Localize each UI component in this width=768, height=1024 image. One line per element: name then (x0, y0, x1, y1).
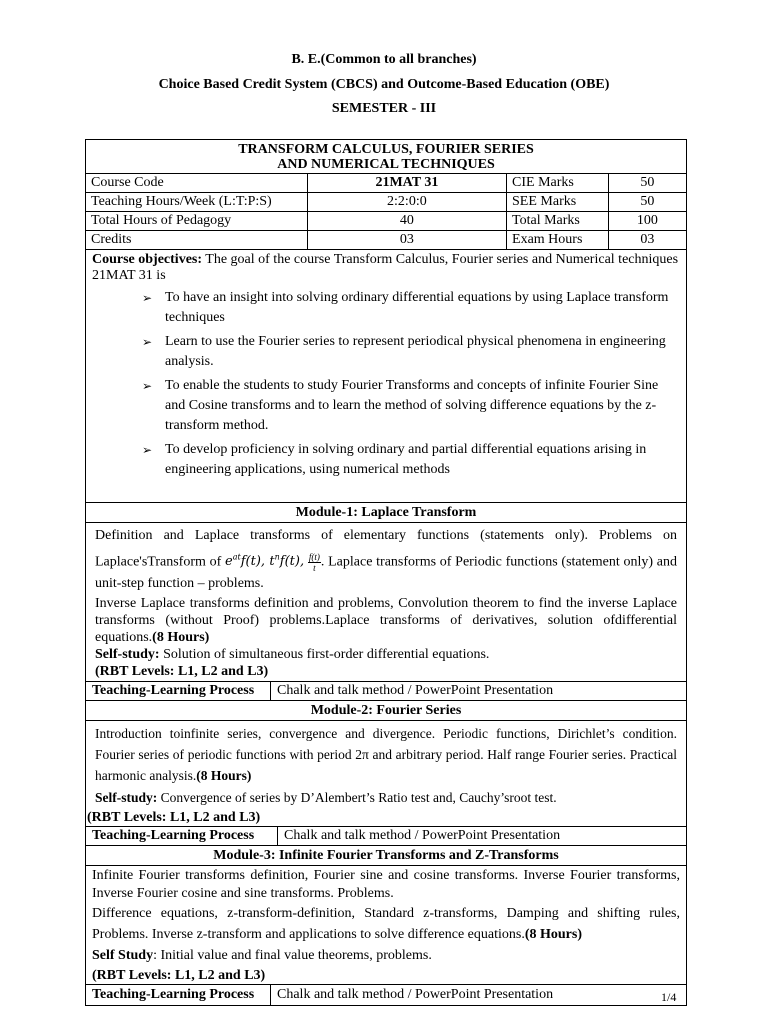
tlp-label: Teaching-Learning Process (86, 985, 271, 1005)
tlp-label: Teaching-Learning Process (86, 682, 271, 700)
list-item: ➢ To have an insight into solving ordinary differential equations by using Laplace transform techniques (142, 290, 669, 325)
list-item: ➢ To enable the students to study Fourier Transforms and concepts of infinite Fourier Sine and Cosine transforms and to learn the method of solving difference equations by the z-transform method. (142, 378, 659, 433)
scheme-title: Choice Based Credit System (CBCS) and Outcome-Based Education (OBE) (158, 77, 610, 92)
table-row (86, 212, 686, 231)
module-3-paragraph: Infinite Fourier transforms definition, Fourier sine and cosine transforms. Inverse Fourier transforms, Inverse Fourier cosine and sine transforms. Problems. (92, 868, 680, 902)
objectives-intro (92, 252, 680, 284)
module-1-self-study: Self-study: Solution of simultaneous first-order differential equations. (95, 647, 490, 663)
arrow-bullet-icon: ➢ (142, 335, 153, 349)
module-3-content (86, 866, 686, 985)
cell-value: 40 (307, 212, 506, 231)
table-row (86, 174, 686, 193)
semester-title: SEMESTER - III (331, 101, 437, 116)
module-2-teaching-process (86, 827, 686, 846)
module-2-title: Module-2: Fourier Series (86, 701, 686, 721)
tlp-value: Chalk and talk method / PowerPoint Presentation (284, 828, 561, 844)
course-title-line-2: AND NUMERICAL TECHNIQUES (277, 157, 495, 172)
page-number: 1/4 (661, 990, 677, 1004)
tlp-label: Teaching-Learning Process (86, 827, 278, 845)
arrow-bullet-icon: ➢ (142, 379, 153, 393)
fraction-formula: $\frac{f(t)}{t}$ (308, 551, 320, 573)
objectives-list (92, 288, 680, 480)
cell-value: 21MAT 31 (307, 174, 506, 193)
tlp-value: Chalk and talk method / PowerPoint Presentation (277, 987, 554, 1003)
module-1-title: Module-1: Laplace Transform (86, 503, 686, 523)
module-2-paragraph: Introduction toinfinite series, convergence and divergence. Periodic functions, Dirichlet’s condition. Fourier series of periodic functions with period 2π and arbitrary period. Half range Fourier series. Practical harmonic analysis.(8 Hours) (95, 726, 677, 784)
module-2-self-study: Self-study: Convergence of series by D’Alembert’s Ratio test and, Cauchy’sroot test. (95, 790, 557, 806)
course-objectives (86, 250, 686, 503)
cell-label: Credits (86, 231, 307, 250)
course-title-line-1: TRANSFORM CALCULUS, FOURIER SERIES (238, 142, 534, 157)
module-3-title: Module-3: Infinite Fourier Transforms and Z-Transforms (86, 846, 686, 866)
cell-label: CIE Marks (507, 174, 609, 193)
module-3-rbt-levels: (RBT Levels: L1, L2 and L3) (92, 968, 266, 984)
cell-value: 03 (307, 231, 506, 250)
formula: $e^{at}f(t)$, $t^nf(t)$, (225, 553, 305, 570)
arrow-bullet-icon: ➢ (142, 443, 153, 457)
objectives-heading: Course objectives: (92, 252, 203, 267)
list-item: ➢ To develop proficiency in solving ordinary and partial differential equations arising in engineering applications, using numerical methods (142, 442, 647, 477)
module-1-teaching-process (86, 682, 686, 701)
module-1-content (86, 523, 686, 682)
cell-label: Course Code (86, 174, 307, 193)
syllabus-frame (85, 139, 687, 1006)
module-3-self-study: Self Study: Initial value and final value theorems, problems. (92, 948, 432, 964)
table-row (86, 193, 686, 212)
table-row (86, 231, 686, 250)
module-2-rbt-levels: (RBT Levels: L1, L2 and L3) (87, 810, 261, 826)
module-1-paragraph: Inverse Laplace transforms definition and problems, Convolution theorem to find the inverse Laplace transforms (without Proof) problems.Laplace transforms of derivatives, solution ofdifferential equations.(8 Hours) (95, 596, 677, 646)
list-item: ➢ Learn to use the Fourier series to represent periodical physical phenomena in engineering analysis. (142, 334, 666, 369)
cell-label: SEE Marks (507, 193, 609, 212)
cell-value: 50 (608, 193, 686, 212)
arrow-bullet-icon: ➢ (142, 291, 153, 305)
cell-label: Exam Hours (507, 231, 609, 250)
cell-label: Total Marks (507, 212, 609, 231)
cell-value: 100 (608, 212, 686, 231)
program-title: B. E.(Common to all branches) (291, 52, 477, 67)
cell-value: 2:2:0:0 (307, 193, 506, 212)
cell-label: Total Hours of Pedagogy (86, 212, 307, 231)
cell-label: Teaching Hours/Week (L:T:P:S) (86, 193, 307, 212)
course-title (86, 140, 686, 174)
module-2-content (86, 721, 686, 827)
tlp-value: Chalk and talk method / PowerPoint Presentation (277, 683, 554, 699)
module-1-rbt-levels: (RBT Levels: L1, L2 and L3) (95, 664, 269, 680)
objectives-intro-text: The goal of the course Transform Calculus, Fourier series and Numerical techniques 21MAT 31 is (92, 252, 679, 283)
module-1-paragraph: Definition and Laplace transforms of elementary functions (statements only). Problems on Laplace'sTransform of $e^{at}f(t)$, $t^nf(t)$, $\frac{f(t)}{t}$ . Laplace transforms of Periodic functions (statement only) and unit-step function – problems. (95, 528, 678, 592)
module-3-teaching-process (86, 985, 686, 1005)
cell-value: 03 (608, 231, 686, 250)
course-info-table (86, 174, 686, 250)
cell-value: 50 (608, 174, 686, 193)
module-3-paragraph: Difference equations, z-transform-definition, Standard z-transforms, Damping and shifting rules, Problems. Inverse z-transform and applications to solve difference equations.(8 Hours) (92, 906, 680, 943)
